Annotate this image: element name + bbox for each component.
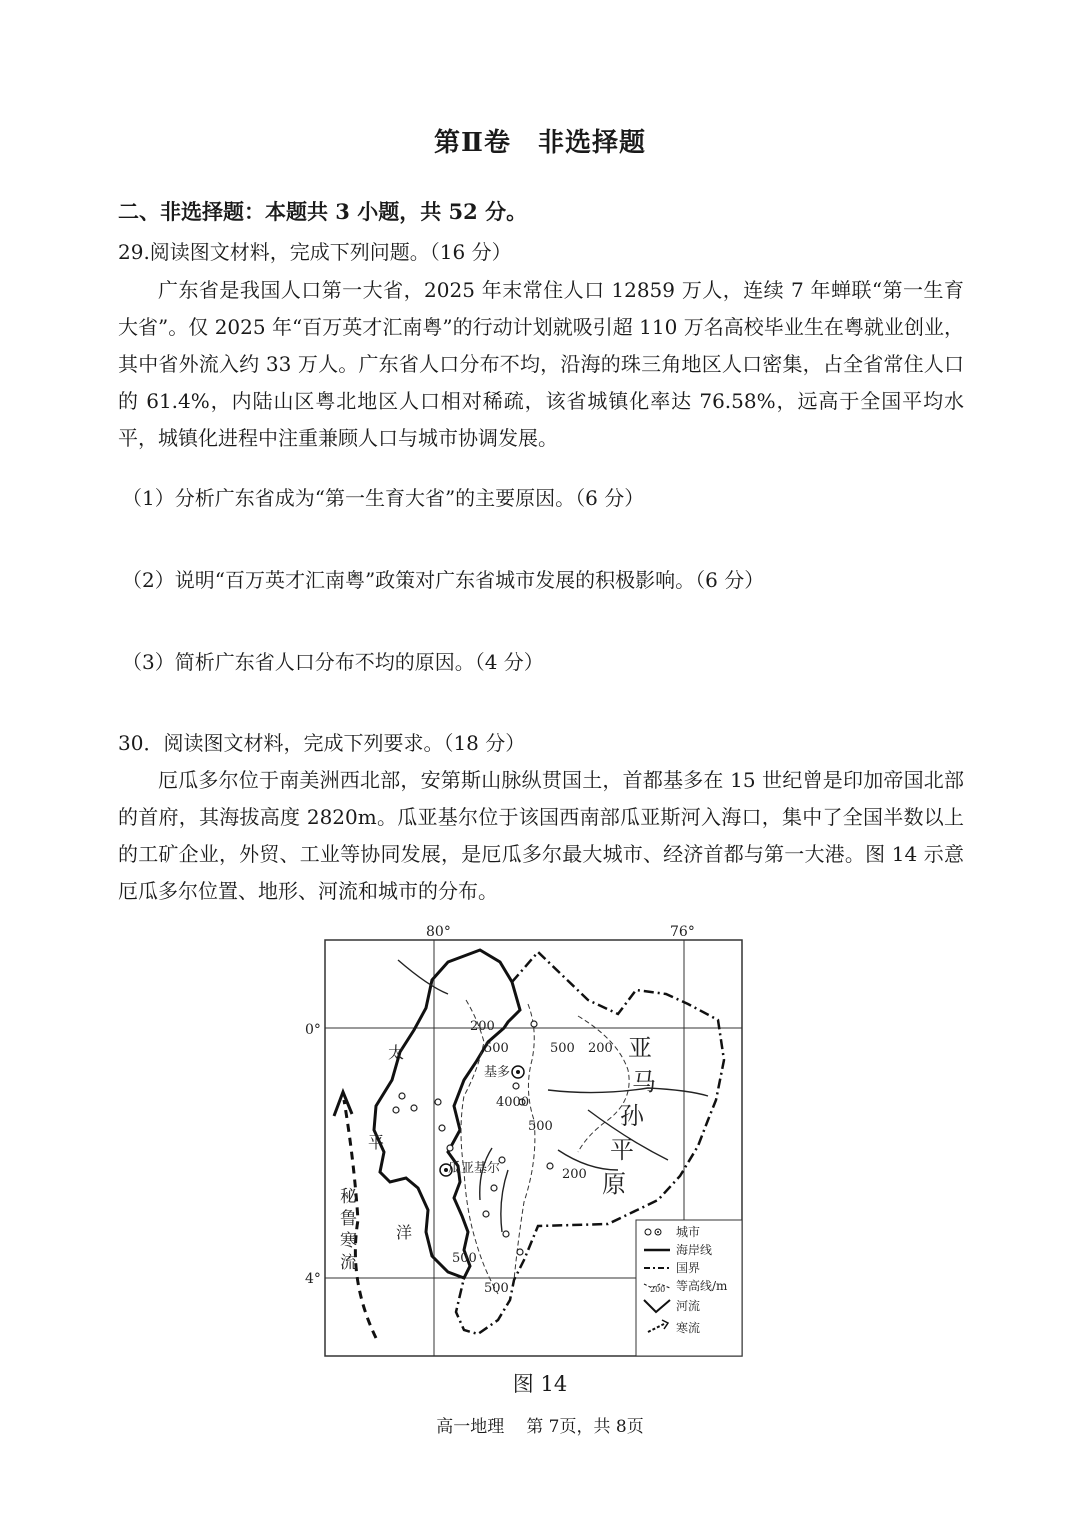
contour-value: 500 (550, 1041, 575, 1056)
ocean-char: 洋 (396, 1223, 413, 1242)
legend-cold-current: 寒流 (676, 1321, 701, 1335)
legend-contour-value: 200 (650, 1285, 666, 1294)
contour-line-amazon (578, 1016, 629, 1152)
lat-label-0: 0° (305, 1022, 321, 1038)
contour-value: 200 (588, 1041, 613, 1056)
contour-value: 500 (484, 1041, 509, 1056)
contour-line-east (514, 1004, 535, 1280)
contour-value: 200 (470, 1019, 495, 1034)
lat-label-4: 4° (305, 1271, 321, 1287)
footer-page: 第 7页，共 8页 (526, 1417, 644, 1437)
legend-city: 城市 (676, 1225, 701, 1239)
map-legend (636, 1220, 742, 1356)
legend-border: 国界 (676, 1261, 701, 1275)
q29-sub1: （1）分析广东省成为“第一生育大省”的主要原因。（6 分） (122, 486, 645, 510)
page-footer (0, 1412, 1080, 1437)
contour-value: 4000 (496, 1095, 530, 1110)
legend-coastline: 海岸线 (676, 1243, 713, 1257)
plain-char: 马 (632, 1068, 656, 1096)
contour-value: 500 (528, 1119, 553, 1134)
plain-char: 亚 (628, 1034, 652, 1062)
ecuador-map (288, 920, 770, 1368)
peru-current-arrowhead (334, 1092, 352, 1116)
current-char: 流 (340, 1253, 357, 1273)
q29-material: 广东省是我国人口第一大省，2025 年末常住人口 12859 万人，连续 7 年蝉联“第一生育大省”。仅 2025 年“百万英才汇南粤”的行动计划就吸引超 110 万名高校毕业生在粤就业创业，其中省外流入约 33 万人。广东省人口分布不均，沿海的珠三角地区人口密集，占全省常住人口的 61.4%，内陆山区粤北地区人口相对稀疏，该省城镇化率达 76.58%，远高于全国平均水平，城镇化进程中注重兼顾人口与城市协调发展。 (118, 278, 964, 450)
lon-label-76: 76° (670, 924, 695, 940)
lon-label-80: 80° (426, 924, 451, 940)
page-title: 第Ⅱ卷 非选择题 (434, 128, 646, 158)
ocean-char: 平 (368, 1133, 385, 1152)
q29-sub2: （2）说明“百万英才汇南粤”政策对广东省城市发展的积极影响。（6 分） (122, 568, 765, 592)
contour-value: 200 (562, 1167, 587, 1182)
river-lines (398, 960, 708, 1232)
q30-material: 厄瓜多尔位于南美洲西北部，安第斯山脉纵贯国土，首都基多在 15 世纪曾是印加帝国北部的首府，其海拔高度 2820m。瓜亚基尔位于该国西南部瓜亚斯河入海口，集中了全国半数以上的工矿企业，外贸、工业等协同发展，是厄瓜多尔最大城市、经济首都与第一大港。图 14 示意厄瓜多尔位置、地形、河流和城市的分布。 (118, 768, 964, 903)
contour-value: 500 (452, 1251, 477, 1266)
city-label-quito: 基多 (484, 1065, 511, 1080)
town-markers (393, 1021, 553, 1255)
legend-river: 河流 (676, 1299, 701, 1313)
figure-caption: 图 14 (512, 1372, 568, 1396)
q30-stem: 30．阅读图文材料，完成下列要求。（18 分） (118, 731, 526, 755)
plain-char: 原 (602, 1170, 626, 1198)
q29-sub3: （3）简析广东省人口分布不均的原因。（4 分） (122, 650, 544, 674)
city-label-guayaquil: 瓜亚基尔 (448, 1161, 501, 1176)
section-heading: 二、非选择题：本题共 3 小题，共 52 分。 (118, 199, 528, 224)
footer-subject: 高一地理 (436, 1417, 505, 1437)
ocean-char: 太 (388, 1043, 405, 1062)
legend-contour: 等高线/m (676, 1279, 728, 1293)
q29-stem: 29.阅读图文材料，完成下列问题。（16 分） (118, 240, 512, 264)
current-char: 寒 (340, 1231, 357, 1251)
plain-char: 平 (610, 1136, 634, 1164)
current-char: 鲁 (340, 1209, 357, 1229)
contour-value: 500 (484, 1281, 509, 1296)
current-char: 秘 (340, 1187, 357, 1207)
plain-char: 孙 (620, 1102, 644, 1130)
